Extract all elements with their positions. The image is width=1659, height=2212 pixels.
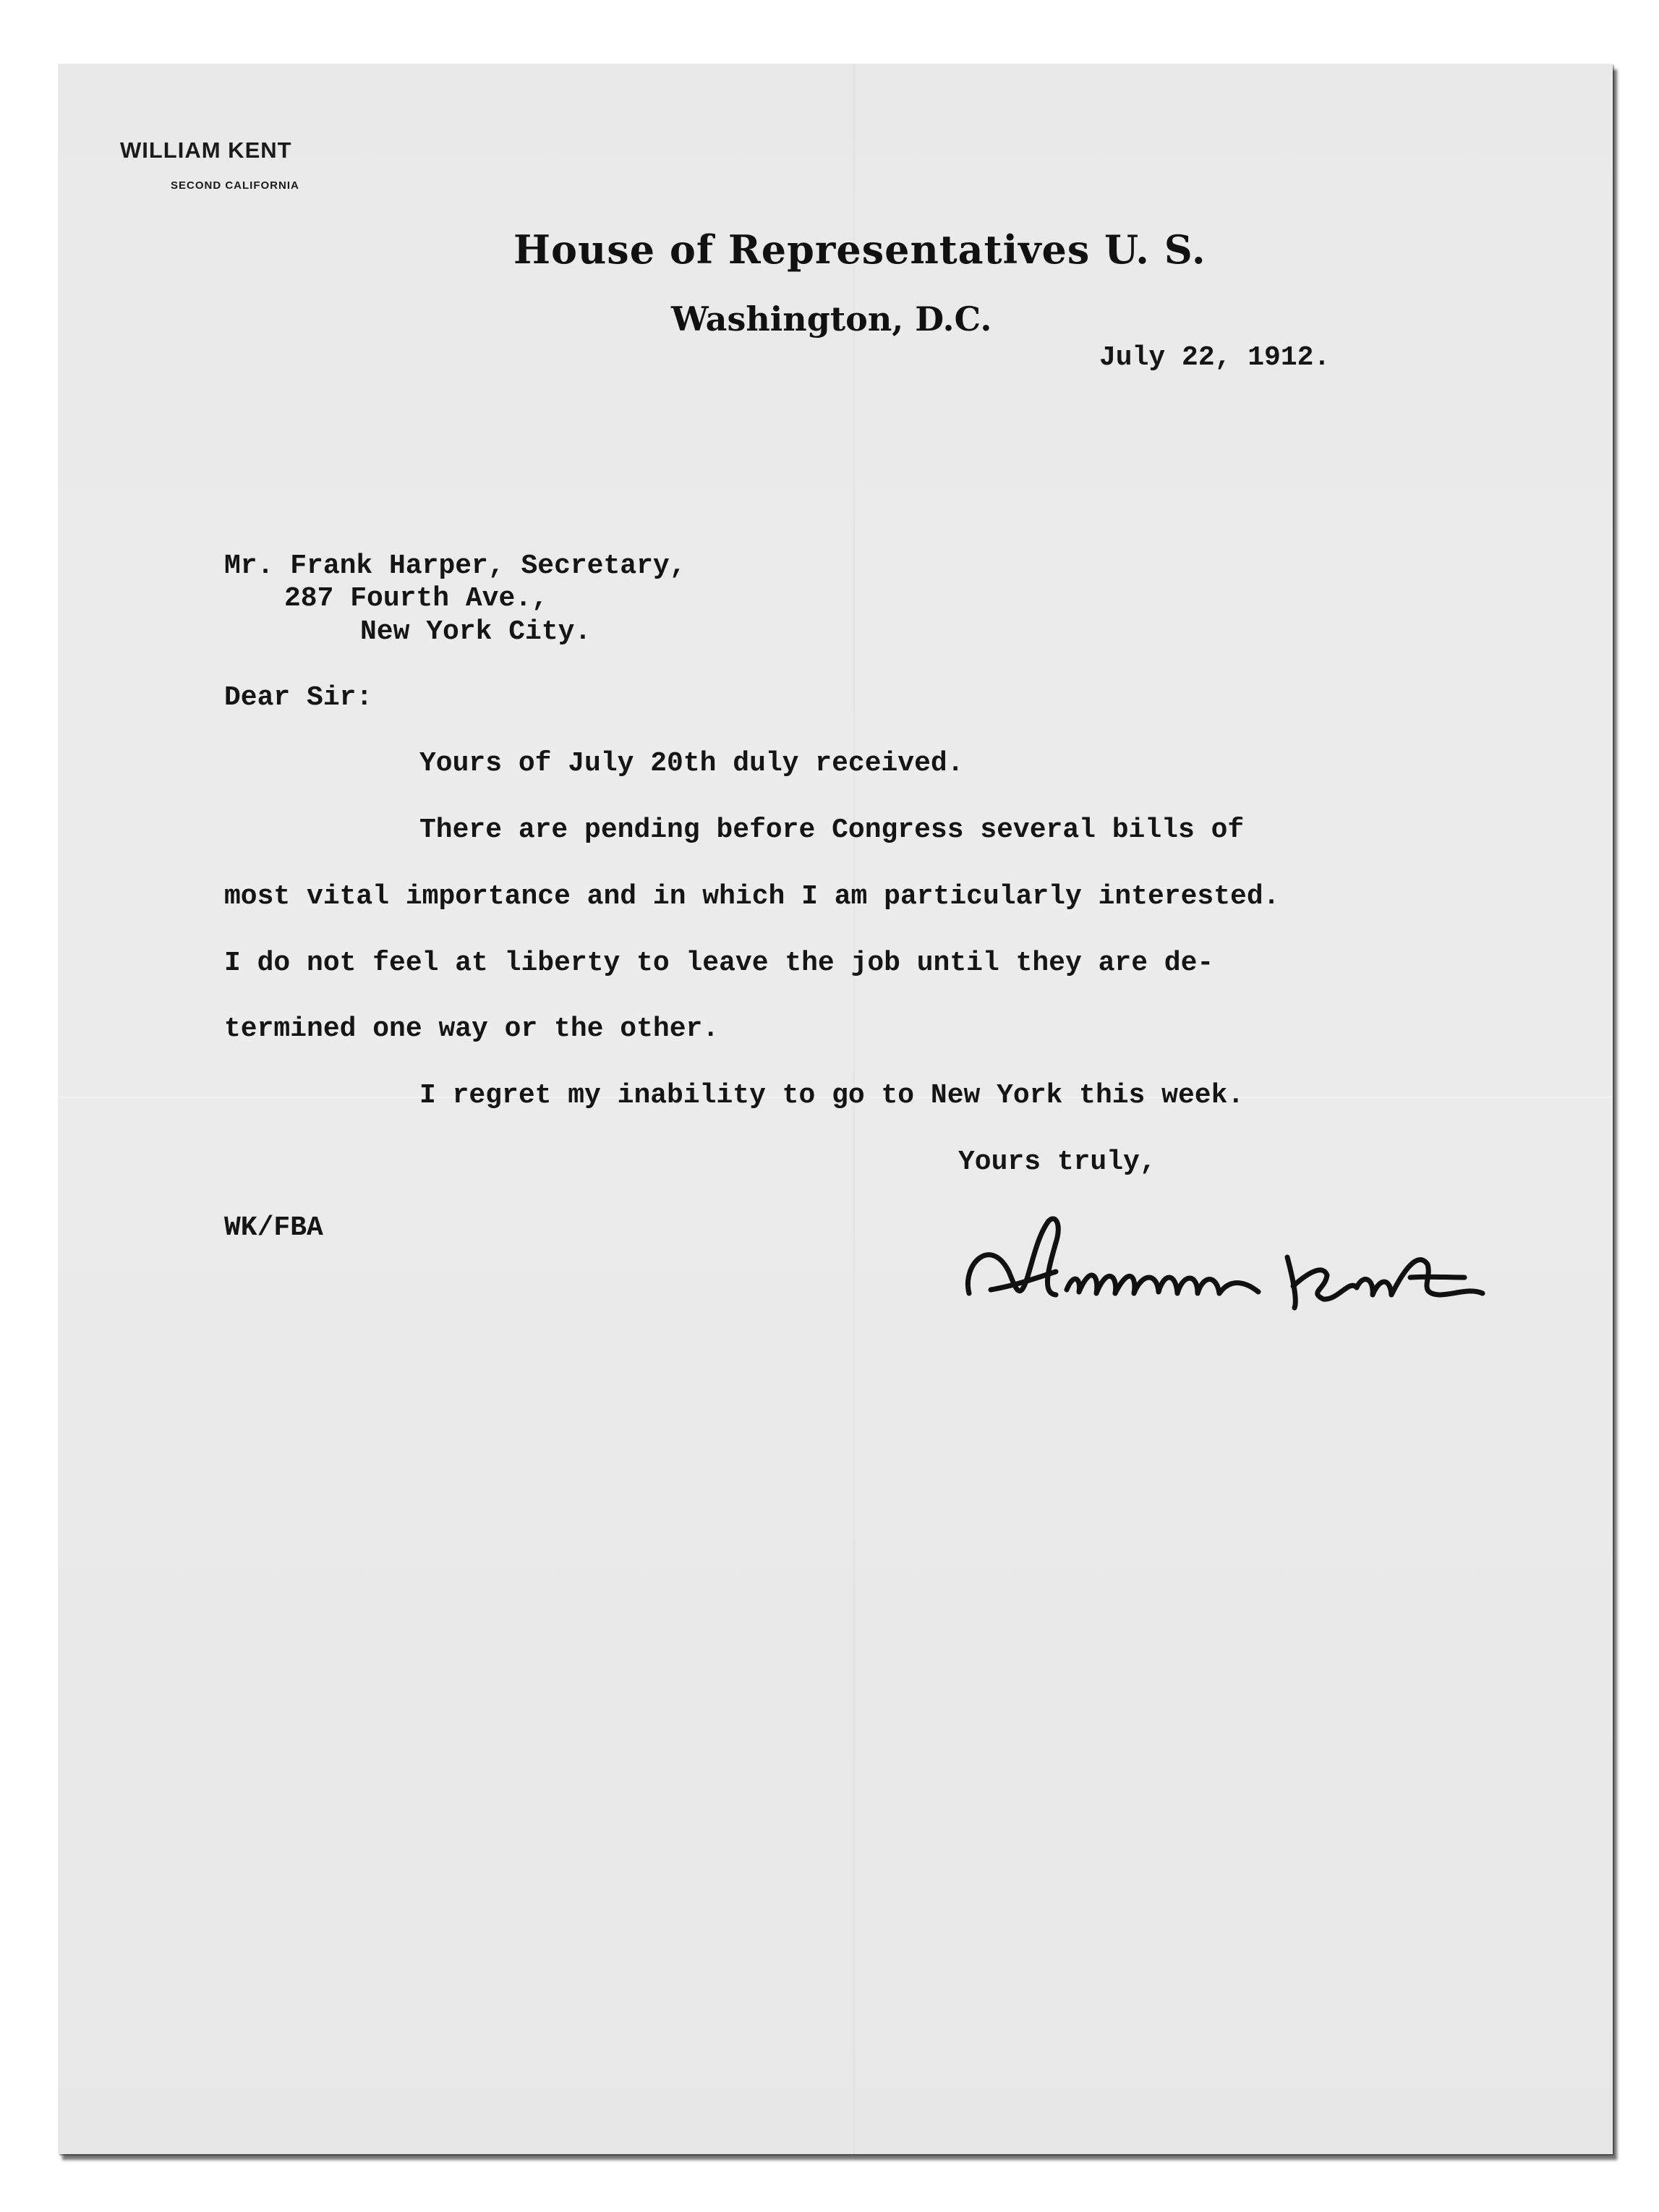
body-line-2-3: I do not feel at liberty to leave the job until they are de-	[224, 948, 1214, 979]
signature	[947, 1192, 1497, 1322]
salutation: Dear Sir:	[224, 682, 373, 713]
letter-sheet	[58, 64, 1613, 2154]
body-paragraph-1: Yours of July 20th duly received.	[419, 748, 964, 779]
body-line-2-2: most vital importance and in which I am particularly interested.	[224, 881, 1280, 912]
recipient-line-1: Mr. Frank Harper, Secretary,	[224, 550, 686, 582]
letterhead-member-district: SECOND CALIFORNIA	[171, 179, 299, 192]
letterhead-city: Washington, D.C.	[671, 299, 992, 339]
letter-date: July 22, 1912.	[1099, 342, 1331, 373]
closing: Yours truly,	[958, 1147, 1156, 1178]
recipient-line-2: 287 Fourth Ave.,	[284, 583, 548, 614]
letterhead-house: House of Representatives U. S.	[513, 226, 1206, 273]
body-paragraph-3: I regret my inability to go to New York this week.	[419, 1080, 1245, 1111]
body-line-2-4: termined one way or the other.	[224, 1013, 720, 1045]
recipient-line-3: New York City.	[360, 616, 592, 647]
typist-initials: WK/FBA	[224, 1212, 323, 1243]
body-line-2-1: There are pending before Congress several bills of	[419, 814, 1245, 846]
letterhead-member-name: WILLIAM KENT	[120, 137, 292, 163]
